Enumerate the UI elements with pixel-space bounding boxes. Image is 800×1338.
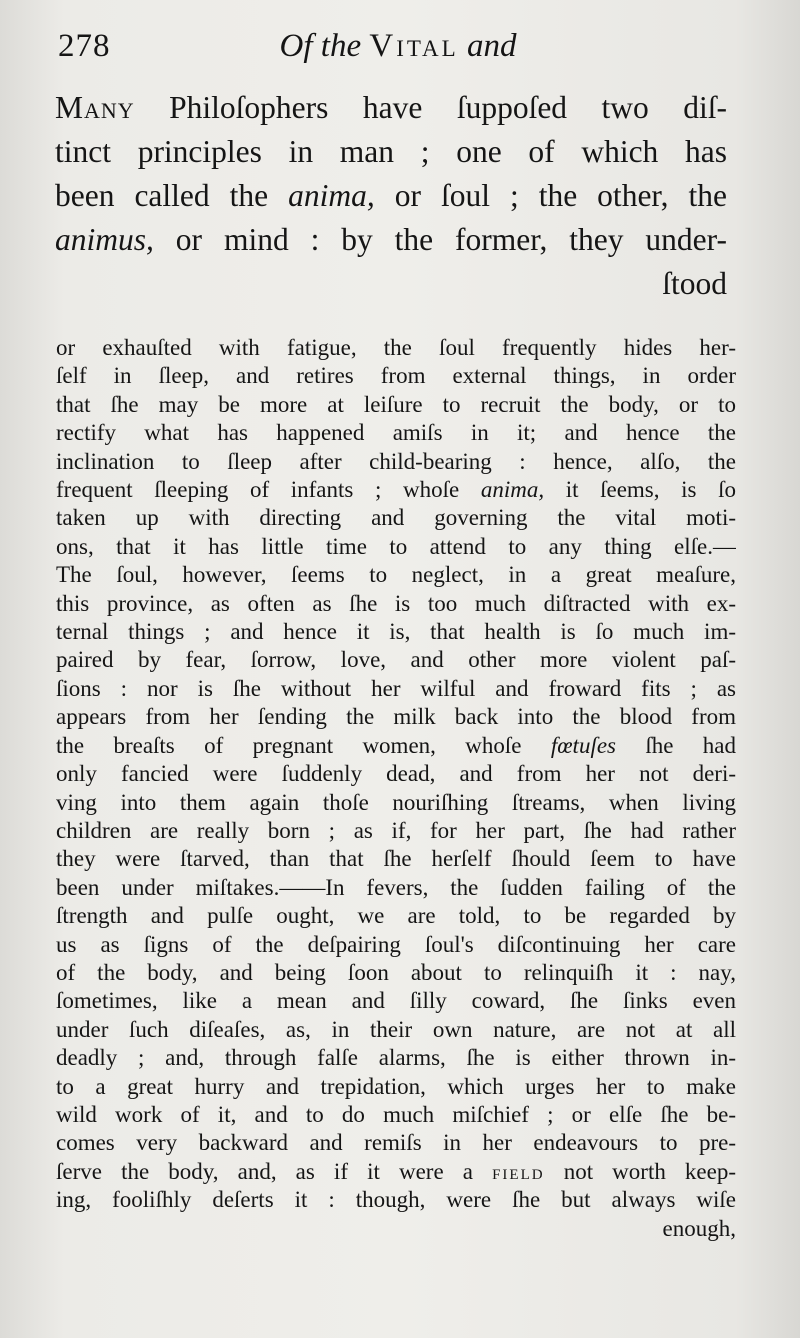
- small-caps-word: field: [492, 1159, 545, 1184]
- catchword: ſtood: [662, 266, 727, 301]
- italic-word: anima,: [288, 178, 375, 213]
- text-line: appears from her ſending the milk back into the blood from: [56, 704, 736, 730]
- text-line: ſometimes, like a mean and ſilly coward, ſhe ſinks even: [56, 988, 736, 1014]
- text-span: Philoſophers have ſuppoſed two diſ-: [169, 90, 727, 125]
- text-line: comes very backward and remiſs in her endeavours to pre-: [56, 1130, 736, 1156]
- text-line: or exhauſted with fatigue, the ſoul frequently hides her-: [56, 335, 736, 360]
- text-line: only fancied were ſuddenly dead, and from her not deri-: [56, 761, 736, 787]
- text-line: ſelf in ſleep, and retires from external things, in order: [56, 363, 736, 389]
- text-line: this province, as often as ſhe is too much diſtracted with ex-: [56, 590, 736, 616]
- upper-text-fragment: [55, 86, 727, 306]
- catchword: enough,: [662, 1215, 736, 1241]
- page-number: 278: [58, 28, 111, 64]
- text-line: ving into them again thoſe nouriſhing ſtreams, when living: [56, 789, 736, 815]
- text-span: ſhe had: [645, 732, 736, 758]
- text-span: or ſoul ; the other, the: [394, 178, 727, 213]
- text-line: ing, fooliſhly deſerts it : though, were ſhe but always wiſe: [56, 1187, 736, 1213]
- text-line: [55, 218, 727, 262]
- text-line: The ſoul, however, ſeems to neglect, in a great meaſure,: [56, 562, 736, 588]
- text-line: rectify what has happened amiſs in it; and hence the: [56, 420, 736, 446]
- text-line: deadly ; and, through falſe alarms, ſhe is either thrown in-: [56, 1045, 736, 1071]
- text-line: tinct principles in man ; one of which has: [55, 134, 727, 169]
- text-line: children are really born ; as if, for her part, ſhe had rather: [56, 817, 736, 843]
- text-line: under ſuch diſeaſes, as, in their own nature, are not at all: [56, 1016, 736, 1042]
- running-head-prefix: Of the: [279, 28, 362, 64]
- drop-word: Many: [55, 90, 135, 125]
- page-header: [58, 24, 738, 70]
- text-line: paired by fear, ſorrow, love, and other more violent paſ-: [56, 647, 736, 673]
- text-line: us as ſigns of the deſpairing ſoul's diſcontinuing her care: [56, 931, 736, 957]
- text-line: [55, 86, 727, 130]
- text-line: ſtrength and pulſe ought, we are told, to be regarded by: [56, 903, 736, 929]
- italic-word: fœtuſes: [550, 732, 616, 758]
- text-span: the breaſts of pregnant women, whoſe: [56, 732, 522, 758]
- text-span: not worth keep-: [563, 1158, 736, 1184]
- text-line: [56, 476, 736, 504]
- text-span: it ſeems, is ſo: [565, 477, 736, 503]
- text-span: frequent ſleeping of infants ; whoſe: [56, 477, 460, 503]
- text-line: ons, that it has little time to attend to any thing elſe.—: [56, 533, 736, 559]
- text-span: or mind : by the former, they under-: [175, 222, 727, 257]
- text-line: ternal things ; and hence it is, that health is ſo much im-: [56, 619, 736, 645]
- text-line: to a great hurry and trepidation, which urges her to make: [56, 1073, 736, 1099]
- text-line: been under miſtakes.——In fevers, the ſudden failing of the: [56, 874, 736, 900]
- text-span: ſerve the body, and, as if it were a: [56, 1158, 473, 1184]
- text-span: been called the: [55, 178, 269, 213]
- text-line: ſions : nor is ſhe without her wilful and froward fits ; as: [56, 675, 736, 701]
- text-line: of the body, and being ſoon about to relinquiſh it : nay,: [56, 959, 736, 985]
- text-line: [55, 174, 727, 218]
- text-line: [56, 1158, 736, 1186]
- text-line: wild work of it, and to do much miſchief ; or elſe ſhe be-: [56, 1101, 736, 1127]
- main-text-block: [56, 334, 736, 1243]
- text-line: [56, 732, 736, 760]
- italic-word: animus,: [55, 222, 154, 257]
- text-line: inclination to ſleep after child-bearing : hence, alſo, the: [56, 448, 736, 474]
- running-head-suffix: and: [466, 28, 517, 64]
- running-head-title: Vital: [369, 28, 459, 64]
- text-line: taken up with directing and governing the vital moti-: [56, 505, 736, 531]
- running-head: [58, 28, 738, 65]
- italic-word: anima,: [480, 477, 545, 503]
- text-line: that ſhe may be more at leiſure to recruit the body, or to: [56, 391, 736, 417]
- text-line: they were ſtarved, than that ſhe herſelf ſhould ſeem to have: [56, 846, 736, 872]
